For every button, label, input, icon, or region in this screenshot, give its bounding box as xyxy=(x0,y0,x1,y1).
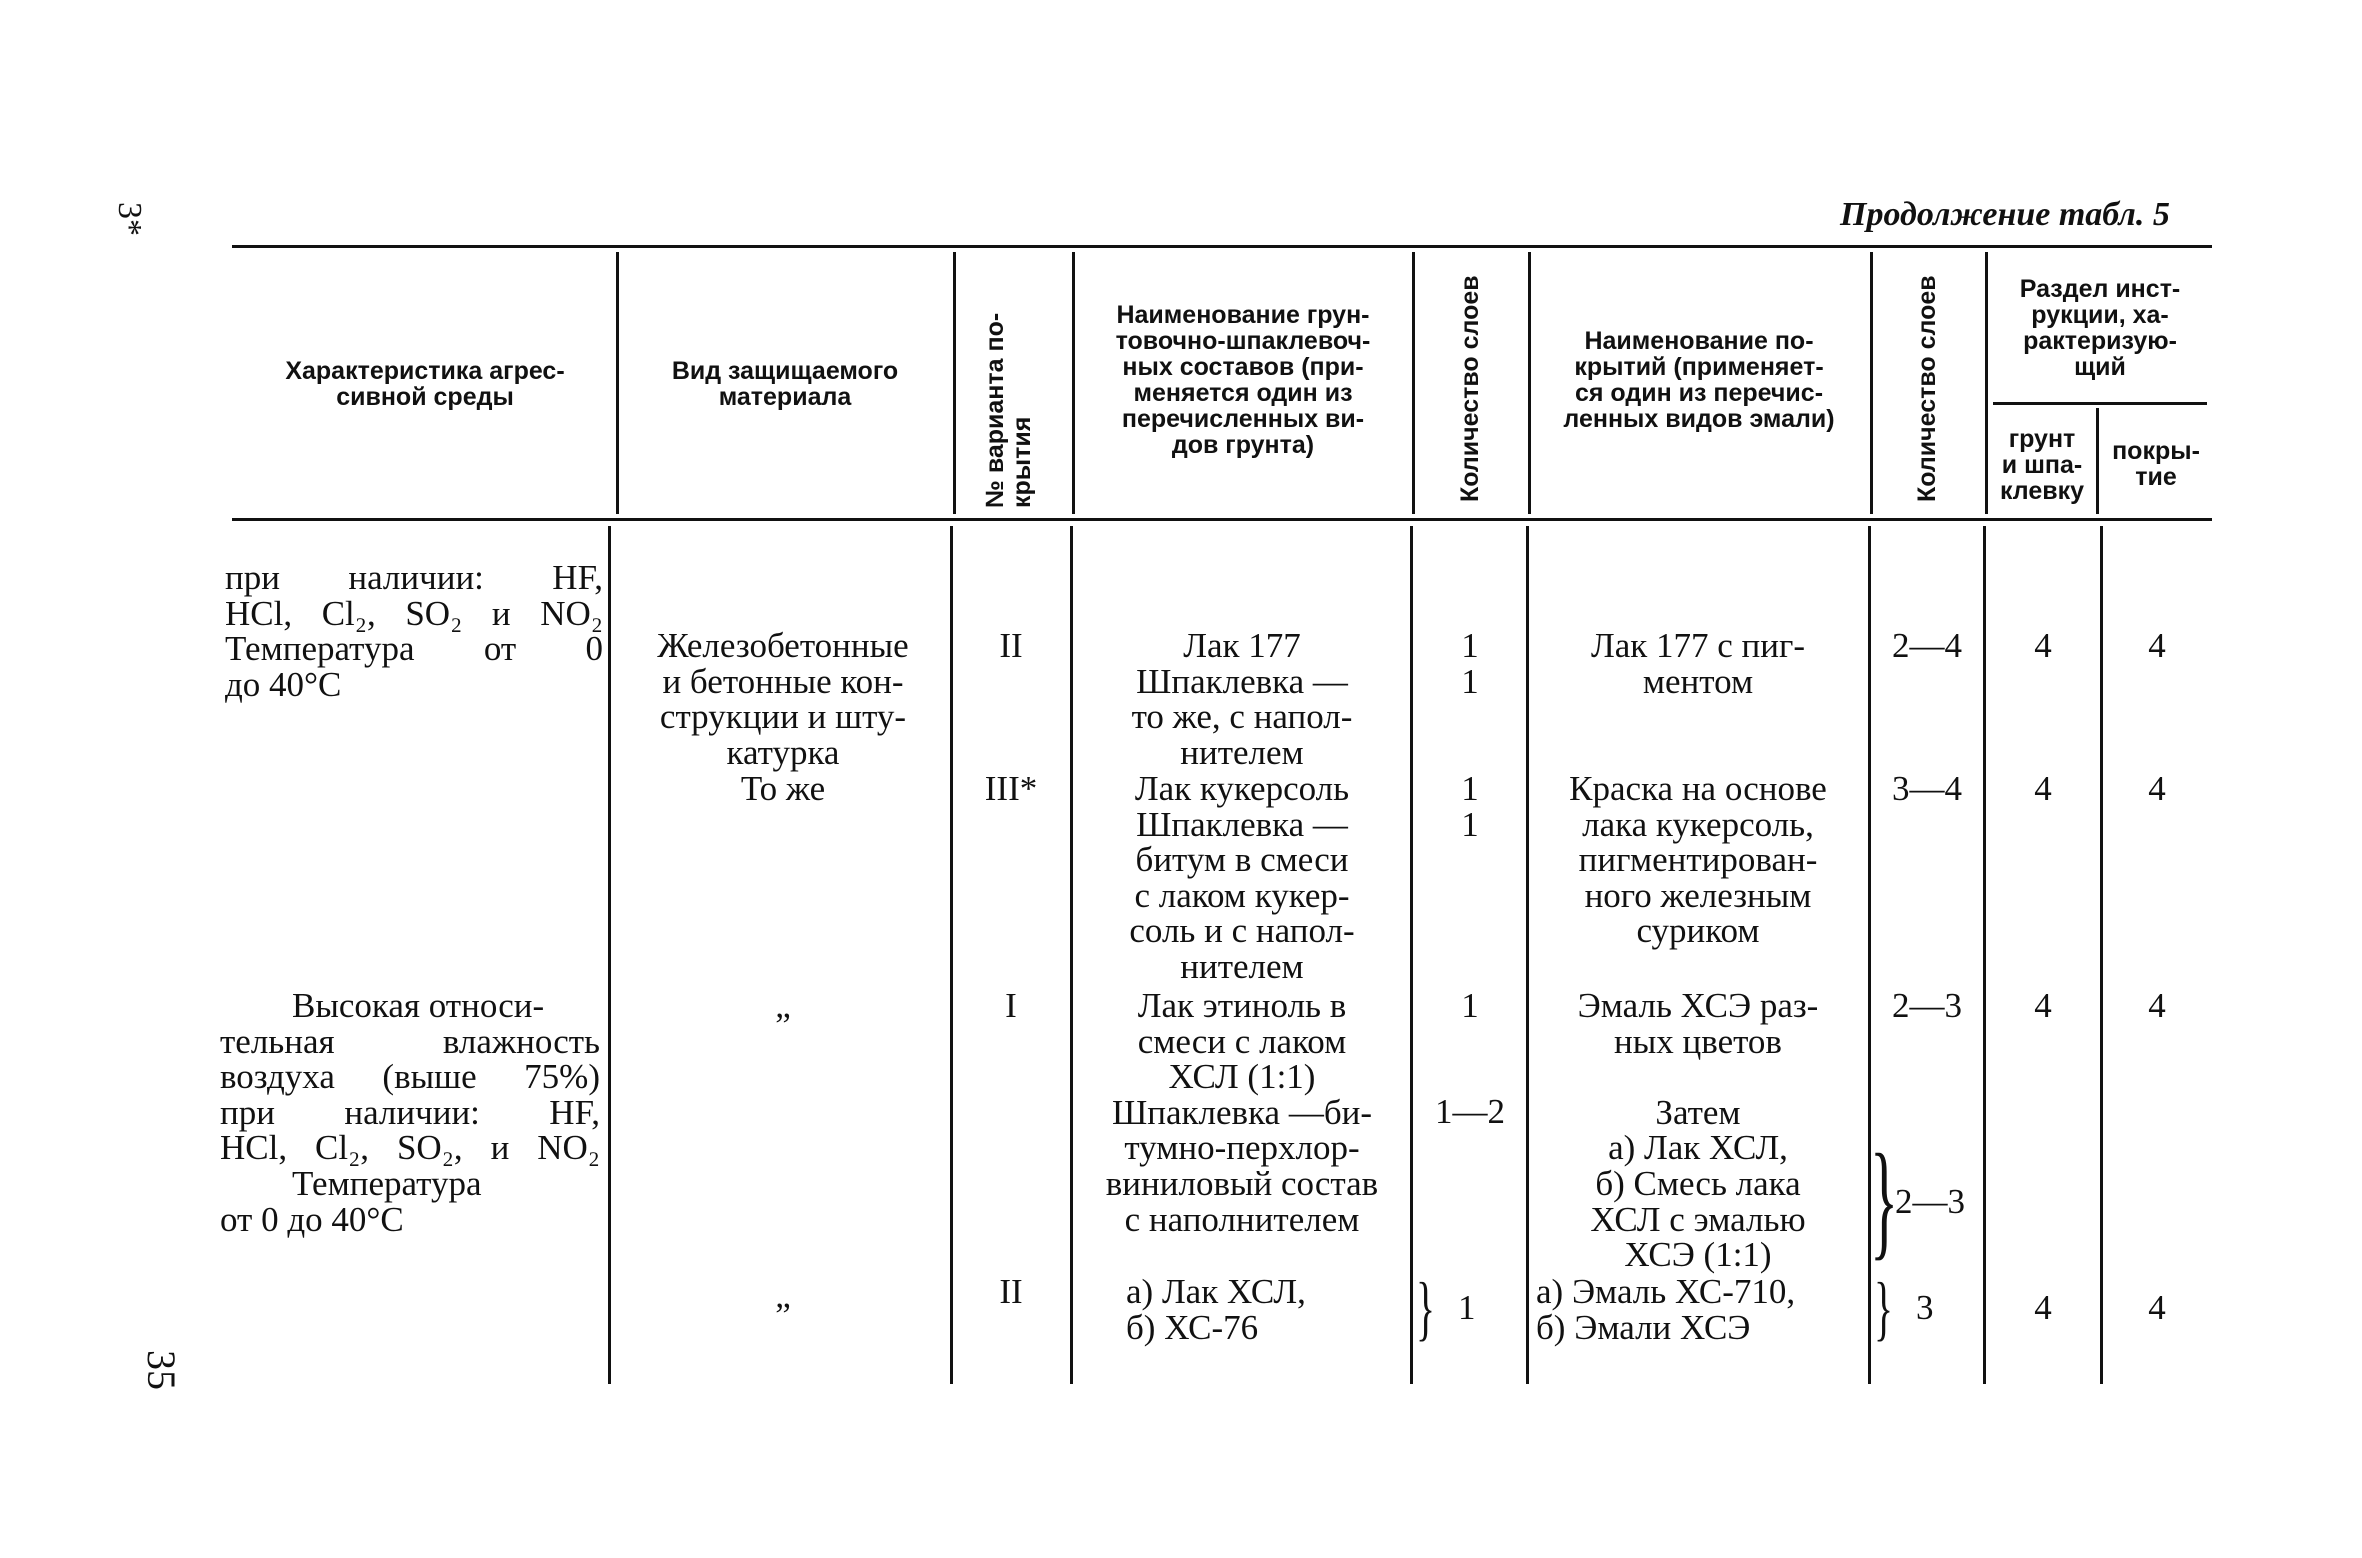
col-divider xyxy=(953,252,956,514)
coating-layers-cell: 3—4 xyxy=(1892,769,1962,808)
header-bottom-rule xyxy=(232,518,2212,521)
section-primer-cell: 4 xyxy=(2034,626,2052,665)
col-divider xyxy=(608,526,611,1384)
material-cell: То же xyxy=(740,769,826,808)
header-primer-layers: Количество слоев xyxy=(1456,275,1484,502)
variant-cell: I xyxy=(1005,986,1017,1025)
environment-cell-2: Высокая относи- тельная влажность воздуха (выше 75%) при наличии: HF, HCl, Cl₂, SO₂, и NO₂ Температура от 0 до 40°C xyxy=(220,986,600,1239)
col-divider xyxy=(1072,252,1075,514)
col-divider xyxy=(1528,252,1531,514)
col-divider xyxy=(1412,252,1415,514)
header-environment: Характеристика агрес- сивной среды xyxy=(285,357,565,411)
table-caption: Продолжение табл. 5 xyxy=(1840,196,2170,233)
primer-cell: а) Лак ХСЛ, б) ХС-76 xyxy=(1126,1272,1306,1347)
primer-layers-cell: 1 1 xyxy=(1461,626,1479,701)
primer-layers-cell-2: 1—2 xyxy=(1435,1092,1505,1131)
coating-cell: Лак 177 с пиг- ментом xyxy=(1590,626,1806,701)
coating-layers-cell: 2—3 xyxy=(1892,986,1962,1025)
header-section-coating: покры- тие xyxy=(2112,437,2200,491)
page-mark-top: 3* xyxy=(111,202,148,236)
header-material: Вид защищаемого материала xyxy=(671,357,899,411)
material-cell: „ xyxy=(775,986,791,1025)
col-divider xyxy=(2096,408,2099,514)
variant-cell: II xyxy=(999,626,1023,665)
section-sub-rule xyxy=(1993,402,2207,405)
table-top-rule xyxy=(232,245,2212,248)
primer-layers-cell: 1 1 xyxy=(1461,769,1479,844)
col-divider xyxy=(950,526,953,1384)
section-coating-cell: 4 xyxy=(2148,626,2166,665)
primer-layers-cell: 1 xyxy=(1461,986,1479,1025)
section-primer-cell: 4 xyxy=(2034,769,2052,808)
right-brace-icon: } xyxy=(1870,1128,1899,1272)
environment-cell-1: при наличии: HF, HCl, Cl₂, SO₂ и NO₂ Температура от 0 до 40°C xyxy=(225,558,603,704)
variant-cell: II xyxy=(999,1272,1023,1311)
primer-cell: Лак этиноль в смеси с лаком ХСЛ (1:1) Шпаклевка —би- тумно-перхлор- виниловый состав с наполнителем xyxy=(1105,986,1379,1239)
primer-cell: Лак кукерсоль Шпаклевка — битум в смеси с лаком кукер- соль и с напол- нителем xyxy=(1129,769,1355,986)
section-primer-cell: 4 xyxy=(2034,1288,2052,1327)
primer-layers-cell: 1 xyxy=(1458,1288,1476,1327)
coating-layers-cell: 3 xyxy=(1916,1288,1934,1327)
coating-cell: Краска на основе лака кукерсоль, пигментирован- ного железным суриком xyxy=(1569,769,1827,951)
material-cell: „ xyxy=(775,1276,791,1315)
col-divider xyxy=(1526,526,1529,1384)
section-coating-cell: 4 xyxy=(2148,769,2166,808)
header-primer-names: Наименование грун- товочно-шпаклевоч- ных составов (при- меняется один из перечисленных ви- дов грунта) xyxy=(1115,301,1371,459)
header-coating-names: Наименование по- крытий (применяет- ся один из перечис- ленных видов эмали) xyxy=(1563,327,1835,433)
col-divider xyxy=(1985,252,1988,514)
section-primer-cell: 4 xyxy=(2034,986,2052,1025)
col-divider xyxy=(616,252,619,514)
header-coating-layers: Количество слоев xyxy=(1913,275,1941,502)
right-brace-icon: } xyxy=(1874,1268,1894,1348)
coating-layers-cell: 2—4 xyxy=(1892,626,1962,665)
col-divider xyxy=(1983,526,1986,1384)
right-brace-icon: } xyxy=(1416,1268,1436,1348)
col-divider xyxy=(1870,252,1873,514)
col-divider xyxy=(1070,526,1073,1384)
primer-cell: Лак 177 Шпаклевка — то же, с напол- нителем xyxy=(1131,626,1353,772)
col-divider xyxy=(1410,526,1413,1384)
header-variant: № варианта по- крытия xyxy=(981,312,1036,508)
section-coating-cell: 4 xyxy=(2148,1288,2166,1327)
coating-layers-cell-2: 2—3 xyxy=(1895,1182,1965,1221)
coating-cell: Эмаль ХСЭ раз- ных цветов Затем а) Лак ХСЛ, б) Смесь лака ХСЛ с эмалью ХСЭ (1:1) xyxy=(1577,986,1819,1275)
material-cell: Железобетонные и бетонные кон- струкции и шту- катурка xyxy=(657,626,909,772)
col-divider xyxy=(2100,526,2103,1384)
page-number: 35 xyxy=(139,1350,184,1390)
section-coating-cell: 4 xyxy=(2148,986,2166,1025)
header-section: Раздел инст- рукции, ха- рактеризую- щий xyxy=(2019,275,2181,381)
variant-cell: III* xyxy=(984,769,1038,808)
header-section-primer: грунт и шпа- клевку xyxy=(1999,425,2085,505)
coating-cell: а) Эмаль ХС-710, б) Эмали ХСЭ xyxy=(1536,1272,1796,1347)
